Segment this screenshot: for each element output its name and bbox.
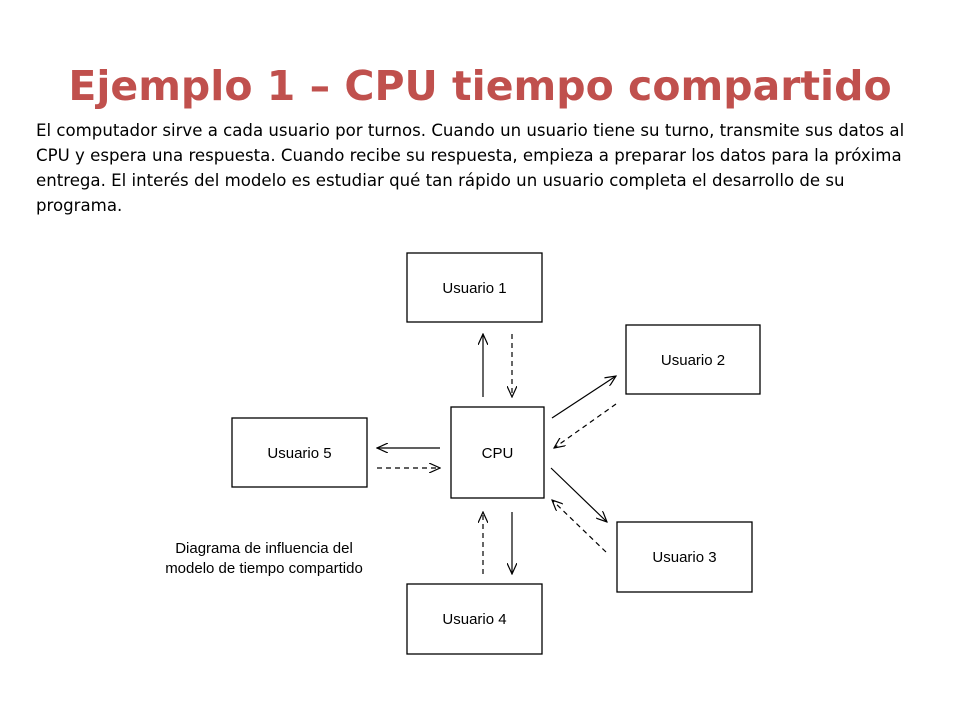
diagram-caption-line-1: Diagrama de influencia del bbox=[175, 540, 353, 557]
slide-body-text: El computador sirve a cada usuario por turnos. Cuando un usuario tiene su turno, transmite sus datos al CPU y espera una respuesta. Cuando recibe su respuesta, empieza a preparar los datos para la próxima entrega. El interés del modelo es estudiar qué tan rápido un usuario completa el desarrollo de su programa. bbox=[36, 121, 905, 215]
node-usuario-3-label: Usuario 3 bbox=[652, 549, 717, 566]
arrow-cpu-to-usuario-2 bbox=[552, 376, 616, 418]
node-cpu bbox=[451, 407, 544, 498]
slide-title: Ejemplo 1 – CPU tiempo compartido bbox=[68, 62, 892, 110]
diagram-caption-line-2: modelo de tiempo compartido bbox=[165, 560, 363, 577]
arrow-usuario-3-to-cpu bbox=[552, 500, 606, 552]
node-usuario-3 bbox=[617, 522, 752, 592]
node-usuario-5-label: Usuario 5 bbox=[267, 445, 332, 462]
node-usuario-1-label: Usuario 1 bbox=[442, 280, 507, 297]
node-cpu-label: CPU bbox=[481, 445, 514, 462]
node-usuario-4 bbox=[407, 584, 542, 654]
node-usuario-4-label: Usuario 4 bbox=[442, 611, 507, 628]
node-usuario-2-label: Usuario 2 bbox=[660, 352, 726, 369]
node-usuario-5 bbox=[232, 418, 367, 487]
arrow-cpu-to-usuario-3 bbox=[551, 468, 607, 522]
node-usuario-2 bbox=[626, 325, 760, 394]
node-usuario-1 bbox=[407, 253, 542, 322]
